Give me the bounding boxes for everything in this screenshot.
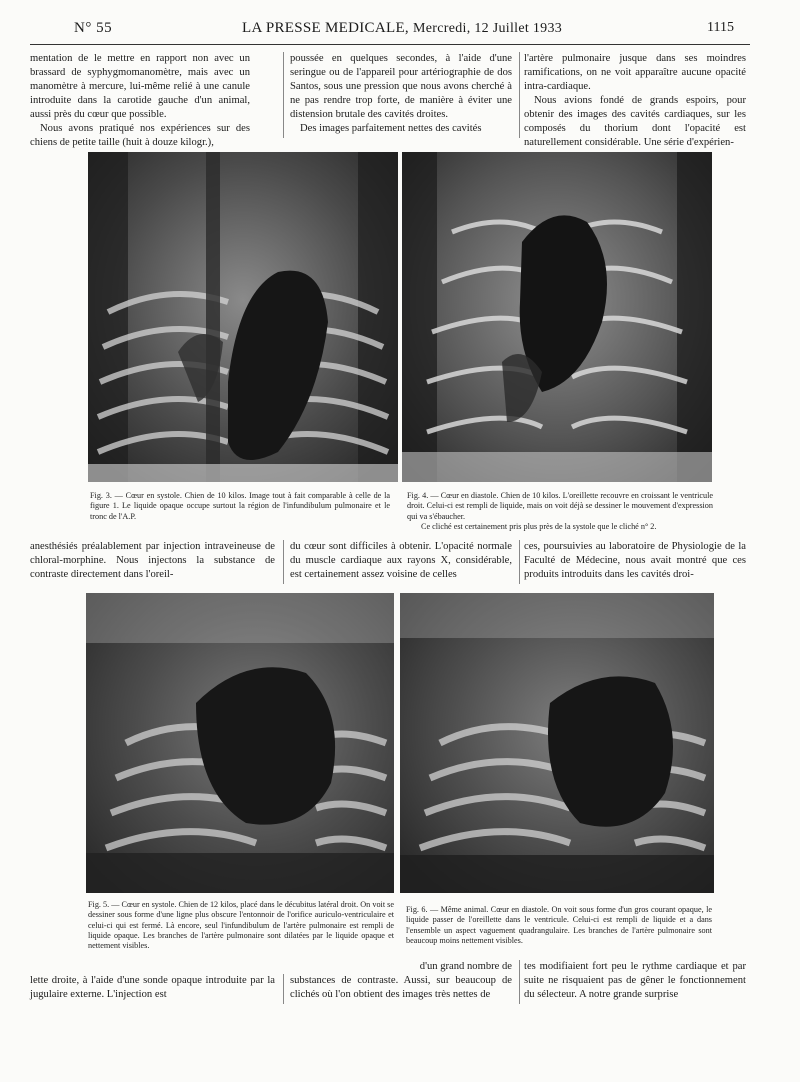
paragraph: Nous avions fondé de grands espoirs, pour obtenir des images des cavités cardiaques, sur les composés du thorium dont l'opacité est naturellement considérable. Une série d'expérien- bbox=[524, 95, 746, 148]
running-header bbox=[74, 20, 734, 42]
page-number: 1115 bbox=[707, 20, 734, 35]
paragraph: substances de contraste. Aussi, sur beaucoup de clichés où l'on obtient des images très nettes de bbox=[290, 975, 512, 1000]
column-divider bbox=[519, 540, 520, 584]
column-divider bbox=[519, 52, 520, 138]
figure-6-caption: Fig. 6. — Même animal. Cœur en diastole. On voit sous forme d'un gros courant opaque, le liquide passer de l'oreillette dans le ventricule. Celui-ci est rempli de liquide et a dans l'ensemble un aspect vaguement quadrangulaire. Les branches de l'artère pulmonaire sont beaucoup moins nettement visibles. bbox=[406, 905, 712, 945]
figure-4-caption-note: Ce cliché est certainement pris plus près de la systole que le cliché n° 2. bbox=[421, 521, 657, 531]
paragraph: poussée en quelques secondes, à l'aide d'une seringue ou de l'appareil pour artériographie de dos Santos, sous une pression que nous avons cherché à ne pas rendre trop forte, de manière à éviter une distension brutale des cavités droites. bbox=[290, 53, 512, 120]
bottom-column-2 bbox=[290, 974, 512, 1002]
journal-title-line bbox=[242, 20, 562, 37]
column-divider bbox=[283, 974, 284, 1004]
figure-4-caption bbox=[407, 491, 713, 532]
paragraph: anesthésiés préalablement par injection intraveineuse de chloral-morphine. Nous injectons la substance de contraste directement dans l'oreil- bbox=[30, 541, 275, 580]
issue-number: N° 55 bbox=[74, 20, 113, 36]
top-column-1 bbox=[30, 52, 250, 150]
paragraph: l'artère pulmonaire jusque dans ses moindres ramifications, on ne voit apparaître aucune opacité intra-cardiaque. bbox=[524, 53, 746, 92]
paragraph: d'un grand nombre de bbox=[419, 961, 512, 972]
figure-5-xray-image bbox=[86, 593, 394, 893]
paragraph: tes modifiaient fort peu le rythme cardiaque et par suite ne risquaient pas de gêner le fonctionnement du sélecteur. A notre grande surprise bbox=[524, 961, 746, 1000]
issue-date: Mercredi, 12 Juillet 1933 bbox=[413, 21, 563, 36]
column-divider bbox=[283, 540, 284, 584]
middle-column-2 bbox=[290, 540, 512, 582]
figure-5-caption: Fig. 5. — Cœur en systole. Chien de 12 kilos, placé dans le décubitus latéral droit. On voit se dessiner sous forme d'une ligne plus obscure l'entonnoir de l'orifice auriculo-ventriculaire et celui-ci qui est fermé. Là encore, seul l'infundibulum de l'artère pulmonaire est rempli de liquide opaque. Les branches de l'artère pulmonaire sont dilatées par le liquide opaque et nettement visibles. bbox=[88, 900, 394, 951]
paragraph: du cœur sont difficiles à obtenir. L'opacité normale du muscle cardiaque aux rayons X, considérable, est certainement assez voisine de celles bbox=[290, 541, 512, 580]
figure-3-caption: Fig. 3. — Cœur en systole. Chien de 10 kilos. Image tout à fait comparable à celle de la figure 1. Le liquide opaque occupe surtout la région de l'infundibulum pulmonaire et le tronc de l'A.P. bbox=[90, 491, 390, 521]
paragraph: Des images parfaitement nettes des cavités bbox=[300, 123, 482, 134]
paragraph: mentation de le mettre en rapport non avec un brassard de syphygmomanomètre, mais avec un manomètre à mercure, lui-même relié à une canule introduite dans la carotide gauche d'un animal, aussi près du cœur que possible. bbox=[30, 53, 250, 120]
middle-column-3 bbox=[524, 540, 746, 582]
paragraph: ces, poursuivies au laboratoire de Physiologie de la Faculté de Médecine, nous avait montré que ces produits introduits dans les cavités droi- bbox=[524, 541, 746, 580]
figure-4-xray-image bbox=[402, 152, 712, 482]
header-rule bbox=[30, 44, 750, 45]
bottom-column-2-first-line bbox=[290, 960, 512, 974]
journal-name: LA PRESSE MEDICALE, bbox=[242, 20, 409, 36]
top-column-3 bbox=[524, 52, 746, 150]
paragraph: Nous avons pratiqué nos expériences sur des chiens de petite taille (huit à douze kilogr.), bbox=[30, 123, 250, 148]
top-column-2 bbox=[290, 52, 512, 136]
bottom-column-3 bbox=[524, 960, 746, 1002]
bottom-column-1 bbox=[30, 974, 275, 1002]
column-divider bbox=[283, 52, 284, 138]
figure-6-xray-image bbox=[400, 593, 714, 893]
paragraph: lette droite, à l'aide d'une sonde opaque introduite par la jugulaire externe. L'injection est bbox=[30, 975, 275, 1000]
column-divider bbox=[519, 960, 520, 1004]
figure-3-xray-image bbox=[88, 152, 398, 482]
figure-4-caption-text: Fig. 4. — Cœur en diastole. Chien de 10 kilos. L'oreillette recouvre en croissant le ventricule droit. Celui-ci est rempli de liquide, mais on voit déjà se dessiner le mouvement d'expression qui va s'ébaucher. bbox=[407, 491, 713, 521]
middle-column-1 bbox=[30, 540, 275, 582]
